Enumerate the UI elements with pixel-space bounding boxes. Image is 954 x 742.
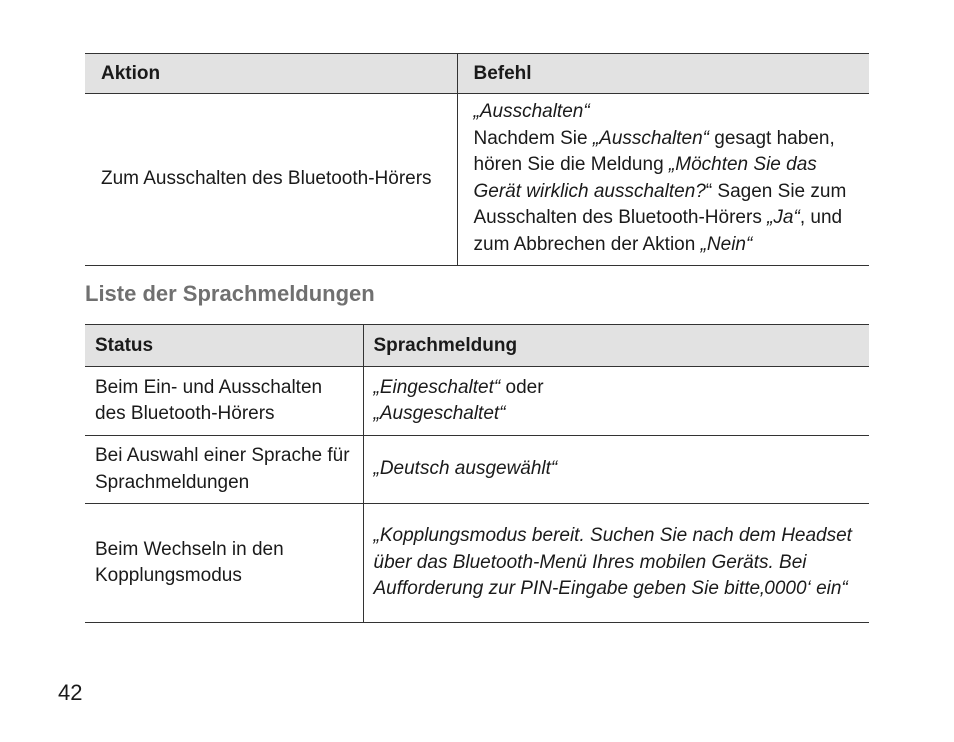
status-cell: Bei Auswahl einer Sprache für Sprachmeldungen <box>85 436 363 504</box>
table-row <box>85 436 869 504</box>
desc-command: „Ausschalten“ <box>592 127 710 149</box>
desc-no: „Nein“ <box>700 233 753 255</box>
command-description <box>474 126 870 259</box>
prompt-off: „Ausgeschaltet“ <box>373 403 506 424</box>
page-number: 42 <box>58 680 83 705</box>
prompts-table-header <box>85 325 869 367</box>
desc-text: “ Sagen Sie zum Ausschalten des Bluetooth-Hörers <box>473 180 847 228</box>
prompt-cell: „Deutsch ausgewählt“ <box>363 436 869 504</box>
desc-text: gesagt haben, hören Sie die Meldung <box>473 127 835 175</box>
header-action: Aktion <box>85 54 457 94</box>
prompt-cell: „Kopplungsmodus bereit. Suchen Sie nach dem Headset über das Bluetooth-Menü Ihres mobilen Geräts. Bei Aufforderung zur PIN-Eingabe geben Sie bitte‚0000‘ ein“ <box>363 504 869 623</box>
desc-question: „Möchten Sie das Gerät wirklich ausschalten? <box>473 154 817 202</box>
action-text: Zum Ausschalten des Bluetooth-Hörers <box>101 168 432 190</box>
table-row <box>85 504 869 623</box>
desc-text: , und zum Abbrechen der Aktion <box>473 207 843 255</box>
table-row <box>85 94 869 266</box>
commands-table <box>85 53 869 266</box>
voice-prompts-table <box>85 324 869 623</box>
header-status: Status <box>85 325 363 367</box>
status-cell: Beim Wechseln in den Kopplungsmodus <box>85 504 363 623</box>
prompt-or: oder <box>500 376 544 398</box>
command-cell <box>457 94 869 266</box>
action-cell <box>85 94 457 266</box>
desc-yes: „Ja“ <box>767 207 800 228</box>
section-heading: Liste der Sprachmeldungen <box>85 281 375 306</box>
prompt-cell <box>363 367 869 436</box>
desc-text: Nachdem Sie <box>473 127 593 149</box>
prompt-on: „Eingeschaltet“ <box>373 376 501 398</box>
status-cell: Beim Ein- und Ausschalten des Bluetooth-Hörers <box>85 367 363 436</box>
command-title: „Ausschalten“ <box>473 101 590 122</box>
header-prompt: Sprachmeldung <box>363 325 869 367</box>
table-row <box>85 367 869 436</box>
header-command: Befehl <box>457 54 869 94</box>
commands-table-header <box>85 54 869 94</box>
